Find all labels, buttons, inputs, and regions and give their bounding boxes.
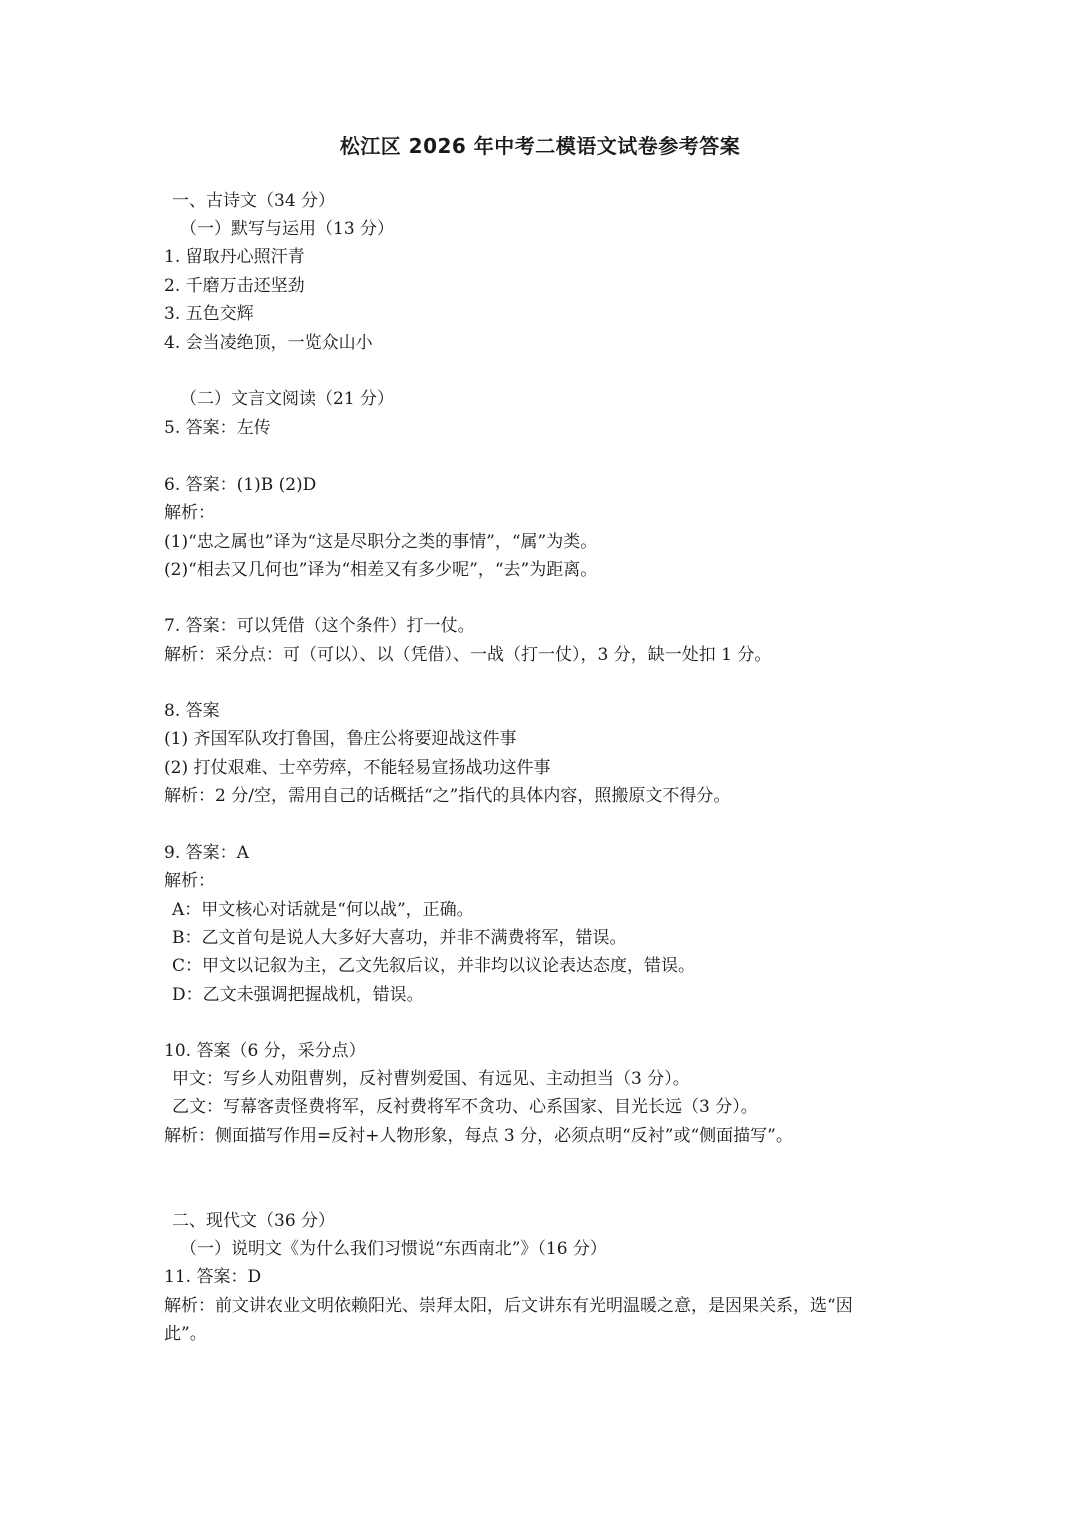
list-item: 4. 会当凌绝顶，一览众山小 [164, 333, 373, 353]
analysis-line: C：甲文以记叙为主，乙文先叙后议，并非均以议论表达态度，错误。 [172, 956, 696, 976]
answer-line: (1) 齐国军队攻打鲁国，鲁庄公将要迎战这件事 [164, 729, 517, 749]
analysis-label: 解析： [164, 871, 215, 891]
answer-line: 9. 答案：A [164, 843, 249, 863]
page-title: 松江区 2026 年中考二模语文试卷参考答案 [339, 134, 741, 158]
analysis-line: (1)“忠之属也”译为“这是尽职分之类的事情”，“属”为类。 [164, 532, 598, 552]
answer-line: 甲文：写乡人劝阻曹刿，反衬曹刿爱国、有远见、主动担当（3 分）。 [172, 1069, 690, 1089]
answer-line: 8. 答案 [164, 701, 220, 721]
answer-line: 6. 答案：(1)B (2)D [164, 475, 317, 495]
answer-line: 5. 答案：左传 [164, 418, 271, 438]
analysis-line: 解析：前文讲农业文明依赖阳光、崇拜太阳，后文讲东有光明温暖之意，是因果关系，选“因 [164, 1296, 853, 1316]
answer-line: 11. 答案：D [164, 1267, 262, 1287]
analysis-line: 解析：侧面描写作用=反衬+人物形象，每点 3 分，必须点明“反衬”或“侧面描写”。 [164, 1126, 793, 1146]
analysis-line: 解析：2 分/空，需用自己的话概括“之”指代的具体内容，照搬原文不得分。 [164, 786, 731, 806]
section-heading: 一、古诗文（34 分） [172, 191, 336, 211]
answer-line: 10. 答案（6 分，采分点） [164, 1041, 366, 1061]
section-heading: 二、现代文（36 分） [172, 1211, 336, 1231]
analysis-line: 解析：采分点：可（可以）、以（凭借）、一战（打一仗），3 分，缺一处扣 1 分。 [164, 645, 772, 665]
analysis-line: B：乙文首句是说人大多好大喜功，并非不满费将军，错误。 [172, 928, 627, 948]
subsection-heading: （二）文言文阅读（21 分） [180, 389, 395, 409]
answer-line: 7. 答案：可以凭借（这个条件）打一仗。 [164, 616, 475, 636]
list-item: 2. 千磨万击还坚劲 [164, 276, 305, 296]
analysis-line: D：乙文未强调把握战机，错误。 [172, 985, 424, 1005]
analysis-line: A：甲文核心对话就是“何以战”，正确。 [172, 900, 474, 920]
analysis-line: (2)“相去又几何也”译为“相差又有多少呢”，“去”为距离。 [164, 560, 598, 580]
answer-line: (2) 打仗艰难、士卒劳瘁，不能轻易宣扬战功这件事 [164, 758, 551, 778]
subsection-heading: （一）默写与运用（13 分） [180, 219, 395, 239]
analysis-line: 此”。 [164, 1324, 207, 1344]
subsection-heading: （一）说明文《为什么我们习惯说“东西南北”》（16 分） [180, 1239, 607, 1259]
analysis-label: 解析： [164, 503, 215, 523]
answer-line: 乙文：写幕客责怪费将军，反衬费将军不贪功、心系国家、目光长远（3 分）。 [172, 1097, 758, 1117]
list-item: 3. 五色交辉 [164, 304, 254, 324]
list-item: 1. 留取丹心照汗青 [164, 247, 305, 267]
